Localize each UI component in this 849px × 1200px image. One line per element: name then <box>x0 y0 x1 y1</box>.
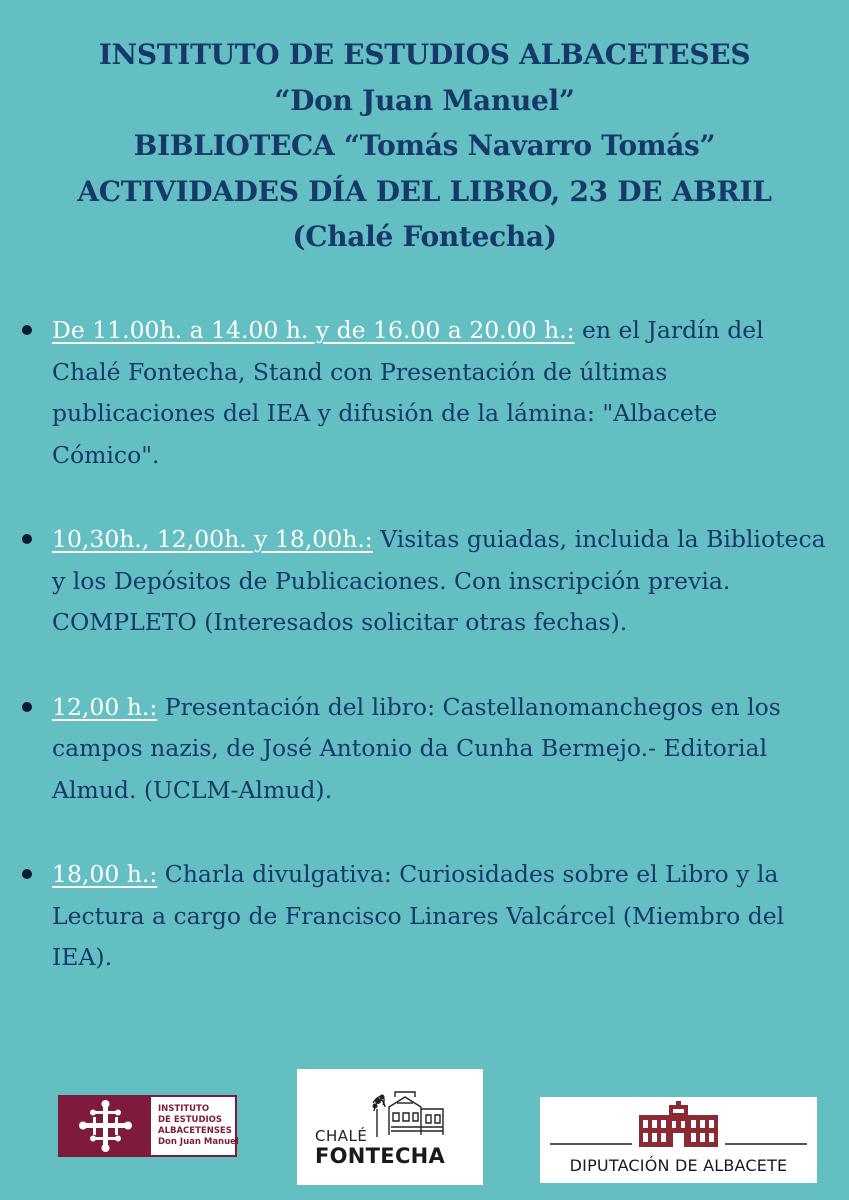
activity-description: en el Jardín del Chalé Fontecha, Stand con Presentación de últimas publicaciones del IEA y difusión de la lámina: "Albacete Cómico". <box>52 316 764 469</box>
institute-subtitle: “Don Juan Manuel” <box>274 83 575 117</box>
chale-label: CHALÉ <box>315 1127 368 1145</box>
activity-description: Visitas guiadas, incluida la Biblioteca y los Depósitos de Publicaciones. Con inscripción previa. COMPLETO (Interesados solicitar otras fechas). <box>52 525 826 636</box>
activity-description: Presentación del libro: Castellanomanchegos en los campos nazis, de José Antonio da Cunha Bermejo.- Editorial Almud. (UCLM-Almud). <box>52 692 781 804</box>
divider <box>550 1143 632 1145</box>
bullet-icon <box>22 325 32 335</box>
diputacion-logo <box>540 1097 817 1183</box>
iea-logo-text: INSTITUTO DE ESTUDIOS ALBACETENSES Don Juan Manuel <box>158 1104 239 1147</box>
institute-name: INSTITUTO DE ESTUDIOS ALBACETESES <box>98 38 751 71</box>
event-header <box>0 32 849 260</box>
activity-description: Charla divulgativa: Curiosidades sobre el Libro y la Lectura a cargo de Francisco Linares Valcárcel (Miembro del IEA). <box>52 860 785 971</box>
iea-logo <box>58 1095 237 1157</box>
activity-item <box>20 687 830 812</box>
library-name: BIBLIOTECA “Tomás Navarro Tomás” <box>133 129 716 162</box>
activities-list <box>20 310 830 979</box>
chale-fontecha-logo <box>297 1069 483 1185</box>
event-location: (Chalé Fontecha) <box>292 220 557 253</box>
event-title: ACTIVIDADES DÍA DEL LIBRO, 23 DE ABRIL <box>77 174 772 208</box>
bullet-icon <box>22 869 32 879</box>
fontecha-label: FONTECHA <box>315 1144 446 1168</box>
iea-cross-icon <box>60 1097 151 1155</box>
chale-building-icon <box>371 1089 451 1139</box>
activity-time: 18,00 h.: <box>52 860 158 888</box>
activity-item <box>20 854 830 979</box>
sponsor-logos <box>0 1060 849 1200</box>
bullet-icon <box>22 702 32 712</box>
diputacion-label: DIPUTACIÓN DE ALBACETE <box>569 1156 788 1175</box>
diputacion-building-icon <box>639 1101 718 1147</box>
activity-item <box>20 310 830 476</box>
activity-time: 12,00 h.: <box>52 692 158 721</box>
activity-time: 10,30h., 12,00h. y 18,00h.: <box>52 525 373 553</box>
activity-time: De 11.00h. a 14.00 h. y de 16.00 a 20.00 h.: <box>52 316 575 344</box>
divider <box>725 1143 807 1145</box>
bullet-icon <box>22 534 32 544</box>
activity-item <box>20 519 830 644</box>
